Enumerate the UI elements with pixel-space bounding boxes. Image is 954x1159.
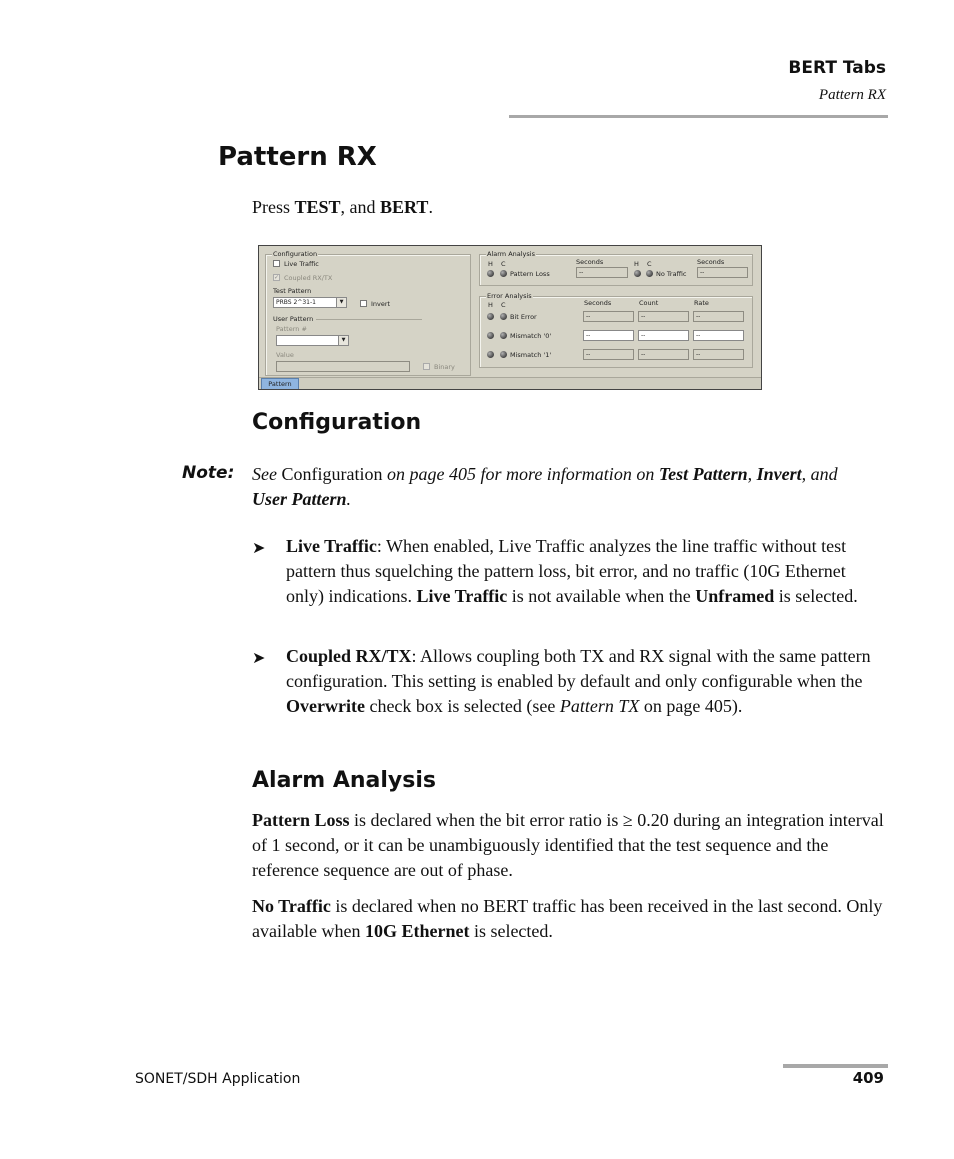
mismatch-1-rate: -- <box>693 349 744 360</box>
seconds-label: Seconds <box>576 258 604 266</box>
running-header-subtitle: Pattern RX <box>818 87 886 103</box>
tab-pattern[interactable]: Pattern <box>261 378 299 389</box>
bullet-coupled-rx-tx: Coupled RX/TX: Allows coupling both TX and RX signal with the same pattern configuration. This setting is enabled by default and only configurable when the Overwrite check box is selected (see Pattern TX on page 405). <box>286 646 871 716</box>
mismatch-1-seconds: -- <box>583 349 634 360</box>
intro-text: Press TEST, and BERT. <box>252 197 433 217</box>
c-label: C <box>501 260 506 268</box>
bit-error-count: -- <box>638 311 689 322</box>
history-led-icon <box>487 351 494 358</box>
current-led-icon <box>500 313 507 320</box>
current-led-icon <box>646 270 653 277</box>
history-led-icon <box>487 332 494 339</box>
history-led-icon <box>634 270 641 277</box>
history-led-icon <box>487 270 494 277</box>
h-label: H <box>634 260 639 268</box>
mismatch-0-count: -- <box>638 330 689 341</box>
binary-label: Binary <box>434 363 455 371</box>
coupled-checkbox[interactable]: ✓ <box>274 274 280 281</box>
no-traffic-seconds: -- <box>697 267 748 278</box>
pattern-loss-seconds: -- <box>576 267 628 278</box>
test-keyword: TEST <box>294 197 341 217</box>
history-led-icon <box>487 313 494 320</box>
alarm-analysis-group <box>479 250 753 286</box>
pattern-rx-screenshot <box>258 245 762 390</box>
live-traffic-label: Live Traffic <box>284 260 319 268</box>
mismatch-1-label: Mismatch '1' <box>510 351 552 359</box>
test-pattern-select[interactable]: PRBS 2^31-1 ▼ <box>273 297 347 308</box>
pattern-loss-label: Pattern Loss <box>510 270 550 278</box>
dropdown-arrow-icon: ▼ <box>336 298 346 307</box>
rate-header: Rate <box>694 299 709 307</box>
test-pattern-label: Test Pattern <box>273 287 312 295</box>
count-header: Count <box>639 299 659 307</box>
seconds-header: Seconds <box>584 299 612 307</box>
value-label: Value <box>276 351 294 359</box>
mismatch-0-seconds: -- <box>583 330 634 341</box>
mismatch-1-count: -- <box>638 349 689 360</box>
configuration-group <box>265 250 471 376</box>
no-traffic-paragraph: No Traffic is declared when no BERT traffic has been received in the last second. Only available when 10G Ethernet is selected. <box>252 896 883 941</box>
current-led-icon <box>500 270 507 277</box>
invert-label: Invert <box>371 300 391 308</box>
mismatch-0-label: Mismatch '0' <box>510 332 552 340</box>
bit-error-rate: -- <box>693 311 744 322</box>
alarm-analysis-title: Alarm Analysis <box>487 250 535 258</box>
error-analysis-group <box>479 292 753 368</box>
current-led-icon <box>500 351 507 358</box>
configuration-heading: Configuration <box>252 410 422 435</box>
alarm-analysis-heading: Alarm Analysis <box>252 768 436 793</box>
user-pattern-label: User Pattern <box>273 315 314 323</box>
binary-checkbox[interactable] <box>423 363 430 370</box>
coupled-label: Coupled RX/TX <box>284 274 333 282</box>
error-row <box>480 311 752 325</box>
footer-document-title: SONET/SDH Application <box>135 1071 301 1087</box>
configuration-link[interactable]: Configuration <box>281 464 383 484</box>
page-title: Pattern RX <box>218 142 377 172</box>
pattern-number-label: Pattern # <box>276 325 307 333</box>
value-field[interactable] <box>276 361 410 372</box>
c-label: C <box>647 260 652 268</box>
h-label: H <box>488 260 493 268</box>
error-analysis-title: Error Analysis <box>487 292 532 300</box>
seconds-label: Seconds <box>697 258 725 266</box>
bert-keyword: BERT <box>380 197 429 217</box>
bit-error-seconds: -- <box>583 311 634 322</box>
running-header-title: BERT Tabs <box>788 58 886 78</box>
tab-bar <box>259 377 761 389</box>
error-row <box>480 349 752 363</box>
configuration-group-title: Configuration <box>273 250 318 258</box>
pattern-number-select[interactable] <box>276 335 349 346</box>
live-traffic-checkbox[interactable] <box>273 260 280 267</box>
note-text: See Configuration on page 405 for more information on Test Pattern, Invert, and User Pattern. <box>252 464 838 509</box>
pattern-loss-paragraph: Pattern Loss is declared when the bit error ratio is ≥ 0.20 during an integration interval of 1 second, or it can be unambiguously identified that the test sequence and the reference sequence are out of phase. <box>252 810 884 880</box>
page-number: 409 <box>852 1069 884 1087</box>
header-rule <box>509 115 888 118</box>
c-label: C <box>501 301 506 309</box>
dropdown-arrow-icon: ▼ <box>338 336 348 345</box>
bullet-arrow-icon: ➤ <box>252 650 266 667</box>
user-pattern-divider <box>316 319 422 320</box>
no-traffic-label: No Traffic <box>656 270 687 278</box>
bit-error-label: Bit Error <box>510 313 537 321</box>
pattern-tx-link[interactable]: Pattern TX <box>559 696 640 716</box>
note-label: Note: <box>182 463 235 483</box>
bullet-arrow-icon: ➤ <box>252 540 266 557</box>
invert-checkbox[interactable] <box>360 300 367 307</box>
bullet-live-traffic: Live Traffic: When enabled, Live Traffic analyzes the line traffic without test pattern thus squelching the pattern loss, bit error, and no traffic (10G Ethernet only) indications. Live Traffic is not available when the Unframed is selected. <box>286 536 858 606</box>
current-led-icon <box>500 332 507 339</box>
mismatch-0-rate: -- <box>693 330 744 341</box>
footer-rule <box>783 1064 888 1068</box>
error-row <box>480 330 752 344</box>
h-label: H <box>488 301 493 309</box>
